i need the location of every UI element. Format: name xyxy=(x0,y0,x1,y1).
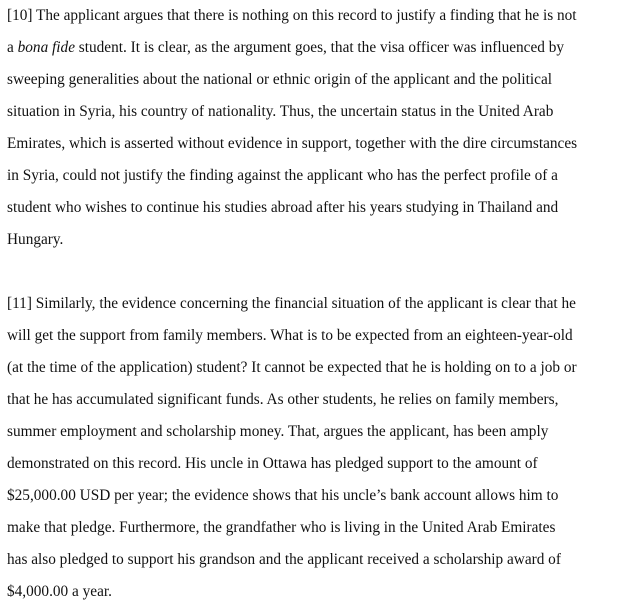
document-body xyxy=(7,0,617,608)
text-line: that he has accumulated significant funds. As other students, he relies on family members, xyxy=(7,391,559,408)
text-line: situation in Syria, his country of nationality. Thus, the uncertain status in the United Arab xyxy=(7,103,554,120)
text-segment: student. It is clear, as the argument goes, that the visa officer was influenced by xyxy=(74,39,565,56)
text-line: summer employment and scholarship money. That, argues the applicant, has been amply xyxy=(7,423,549,440)
text-line xyxy=(7,32,617,64)
text-line: will get the support from family members. What is to be expected from an eighteen-year-old xyxy=(7,327,573,344)
text-line: has also pledged to support his grandson and the applicant received a scholarship award of xyxy=(7,551,561,568)
text-line: $4,000.00 a year. xyxy=(7,583,112,600)
italic-term: bona fide xyxy=(17,39,75,56)
text-line: demonstrated on this record. His uncle in Ottawa has pledged support to the amount of xyxy=(7,455,538,472)
paragraph-10 xyxy=(7,0,617,256)
text-line: [11] Similarly, the evidence concerning the financial situation of the applicant is clear that he xyxy=(7,295,576,312)
text-line: Emirates, which is asserted without evidence in support, together with the dire circumstances xyxy=(7,135,578,152)
text-line: sweeping generalities about the national or ethnic origin of the applicant and the political xyxy=(7,71,552,88)
text-line: Hungary. xyxy=(7,231,64,248)
text-line: $25,000.00 USD per year; the evidence shows that his uncle’s bank account allows him to xyxy=(7,487,559,504)
text-segment: a xyxy=(7,39,18,56)
paragraph-11 xyxy=(7,288,617,608)
text-line: (at the time of the application) student? It cannot be expected that he is holding on to a job or xyxy=(7,359,577,376)
text-line: student who wishes to continue his studies abroad after his years studying in Thailand and xyxy=(7,199,559,216)
text-line: [10] The applicant argues that there is nothing on this record to justify a finding that he is not xyxy=(7,7,577,24)
text-line: make that pledge. Furthermore, the grandfather who is living in the United Arab Emirates xyxy=(7,519,556,536)
text-line: in Syria, could not justify the finding against the applicant who has the perfect profile of a xyxy=(7,167,558,184)
